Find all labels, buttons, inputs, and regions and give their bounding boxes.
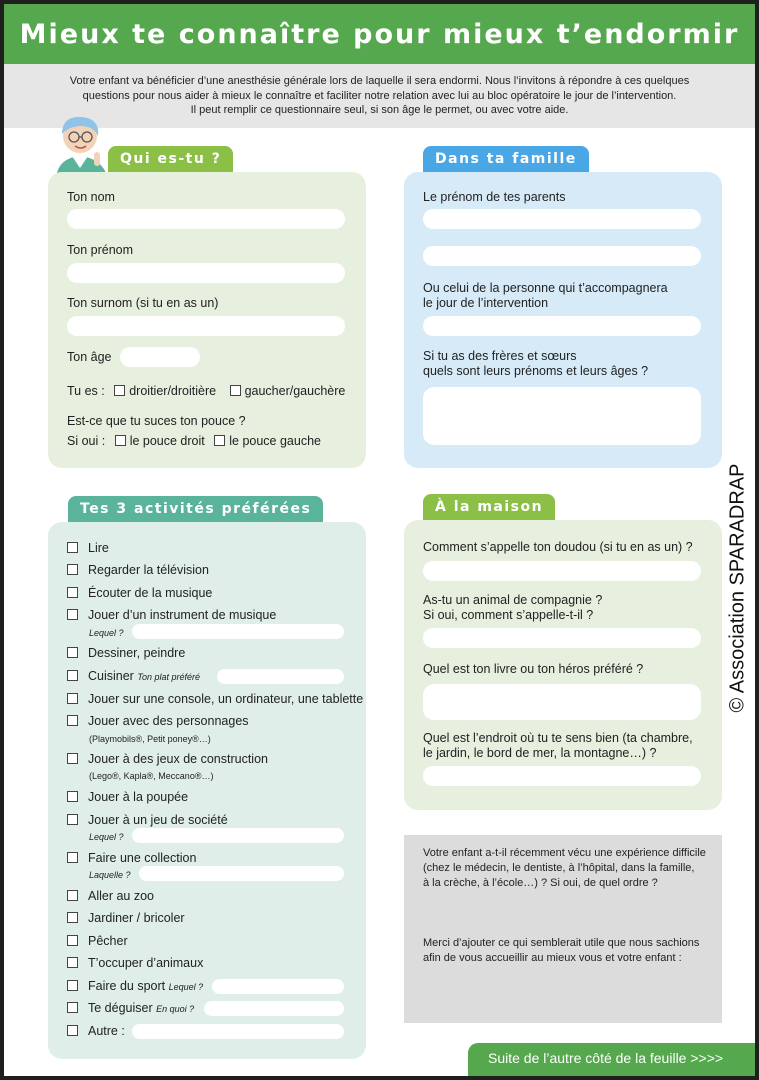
label-lire: Lire (88, 541, 109, 555)
label-lequel-sport: Lequel ? (168, 982, 204, 992)
label-nom: Ton nom (67, 190, 115, 204)
parent1-field[interactable] (423, 209, 701, 229)
sport-checkbox[interactable] (67, 980, 78, 991)
label-gaucher: gaucher/gauchère (244, 384, 346, 398)
prenom-field[interactable] (67, 263, 345, 283)
activite-collection (67, 851, 196, 866)
instrument-field[interactable] (132, 624, 344, 639)
intro-text (4, 64, 755, 128)
autre-field[interactable] (132, 1024, 344, 1039)
activite-personnages (67, 714, 249, 729)
activite-zoo (67, 889, 154, 904)
text-line: afin de vous accueillir au mieux vous et votre enfant : (423, 952, 682, 964)
pecher-checkbox[interactable] (67, 935, 78, 946)
activite-lire (67, 541, 109, 556)
label-jardiner: Jardiner / bricoler (88, 911, 185, 925)
label-musique: Écouter de la musique (88, 586, 213, 600)
copyright-sparadrap: © Association SPARADRAP (726, 463, 749, 713)
animal-field[interactable] (423, 628, 701, 648)
label-en-quoi: En quoi ? (156, 1004, 195, 1014)
tu-es-row (67, 384, 345, 399)
label-age: Ton âge (67, 350, 112, 364)
personnages-checkbox[interactable] (67, 715, 78, 726)
label-pouce-gauche: le pouce gauche (229, 434, 321, 448)
sport-field[interactable] (212, 979, 344, 994)
label-tele: Regarder la télévision (88, 563, 209, 577)
activite-sport (67, 979, 203, 995)
tab-qui-es-tu: Qui es-tu ? (108, 146, 233, 172)
label-pecher: Pêcher (88, 934, 128, 948)
activite-musique (67, 586, 212, 601)
label-instrument: Jouer d’un instrument de musique (88, 608, 277, 622)
societe-field[interactable] (132, 828, 344, 843)
activite-deguiser (67, 1001, 194, 1017)
label-pouce-droit: le pouce droit (129, 434, 205, 448)
label-construction: Jouer à des jeux de construction (88, 752, 268, 766)
label-sport: Faire du sport (88, 979, 166, 993)
livre-field[interactable] (423, 684, 701, 720)
text-line: (chez le médecin, le dentiste, à l’hôpital, dans la famille, (423, 862, 695, 874)
label-personnages-ex: (Playmobils®, Petit poney®…) (89, 734, 211, 744)
label-pouce-question: Est-ce que tu suces ton pouce ? (67, 414, 246, 428)
label-freres-2: quels sont leurs prénoms et leurs âges ? (423, 364, 649, 378)
label-si-oui: Si oui : (67, 434, 106, 448)
parents-experience-text (423, 846, 706, 891)
pouce-gauche-checkbox[interactable] (214, 435, 225, 446)
instrument-checkbox[interactable] (67, 609, 78, 620)
label-laquelle: Laquelle ? (89, 870, 131, 880)
lire-checkbox[interactable] (67, 542, 78, 553)
label-poupee: Jouer à la poupée (88, 790, 189, 804)
activite-animaux (67, 956, 203, 971)
dessiner-checkbox[interactable] (67, 647, 78, 658)
doudou-field[interactable] (423, 561, 701, 581)
text-line: Votre enfant a-t-il récemment vécu une expérience difficile (423, 847, 706, 859)
plat-field[interactable] (217, 669, 344, 684)
tab-maison: À la maison (423, 494, 555, 520)
label-animal-2: Si oui, comment s’appelle-t-il ? (423, 608, 594, 622)
activite-societe (67, 813, 228, 828)
activite-console (67, 692, 363, 707)
collection-field[interactable] (139, 866, 344, 881)
text-line: à la crèche, à l’école…) ? Si oui, de quel ordre ? (423, 877, 658, 889)
deguiser-checkbox[interactable] (67, 1002, 78, 1013)
page-title: Mieux te connaître pour mieux t’endormir (19, 18, 740, 50)
label-zoo: Aller au zoo (88, 889, 155, 903)
collection-checkbox[interactable] (67, 852, 78, 863)
nurse-avatar-icon (50, 112, 114, 178)
accompagnant-field[interactable] (423, 316, 701, 336)
label-collection: Faire une collection (88, 851, 197, 865)
tab-famille: Dans ta famille (423, 146, 589, 172)
parent2-field[interactable] (423, 246, 701, 266)
pouce-row (67, 434, 321, 449)
label-societe: Jouer à un jeu de société (88, 813, 228, 827)
activite-cuisiner (67, 669, 200, 685)
activite-tele (67, 563, 209, 578)
label-parents: Le prénom de tes parents (423, 190, 566, 204)
activite-jardiner (67, 911, 185, 926)
label-accompagnant-2: le jour de l’intervention (423, 296, 549, 310)
label-prenom: Ton prénom (67, 243, 134, 257)
label-dessiner: Dessiner, peindre (88, 646, 186, 660)
label-endroit-2: le jardin, le bord de mer, la montagne…) ? (423, 746, 657, 760)
deguiser-field[interactable] (204, 1001, 344, 1016)
activite-autre (67, 1024, 125, 1039)
age-field[interactable] (120, 347, 200, 367)
label-console: Jouer sur une console, un ordinateur, une tablette (88, 692, 364, 706)
droitier-checkbox[interactable] (114, 385, 125, 396)
label-droitier: droitier/droitière (129, 384, 217, 398)
label-lequel-societe: Lequel ? (89, 832, 124, 842)
label-cuisiner: Cuisiner (88, 669, 134, 683)
activite-pecher (67, 934, 128, 949)
label-doudou: Comment s’appelle ton doudou (si tu en as un) ? (423, 540, 693, 554)
label-freres-1: Si tu as des frères et sœurs (423, 349, 577, 363)
label-accompagnant-1: Ou celui de la personne qui t’accompagnera (423, 281, 668, 295)
freres-field[interactable] (423, 387, 701, 445)
label-livre: Quel est ton livre ou ton héros préféré ? (423, 662, 644, 676)
societe-checkbox[interactable] (67, 814, 78, 825)
cuisiner-checkbox[interactable] (67, 670, 78, 681)
label-personnages: Jouer avec des personnages (88, 714, 249, 728)
zoo-checkbox[interactable] (67, 890, 78, 901)
construction-checkbox[interactable] (67, 753, 78, 764)
tele-checkbox[interactable] (67, 564, 78, 575)
console-checkbox[interactable] (67, 693, 78, 704)
next-page-button[interactable]: Suite de l’autre côté de la feuille >>>> (468, 1043, 755, 1076)
text-line: Merci d’ajouter ce qui semblerait utile que nous sachions (423, 937, 700, 949)
label-animaux: T’occuper d’animaux (88, 956, 204, 970)
activite-construction (67, 752, 268, 767)
nom-field[interactable] (67, 209, 345, 229)
pouce-droit-checkbox[interactable] (115, 435, 126, 446)
label-plat: Ton plat préféré (137, 672, 201, 682)
parents-merci-text (423, 936, 699, 966)
label-construction-ex: (Lego®, Kapla®, Meccano®…) (89, 771, 214, 781)
label-tu-es: Tu es : (67, 384, 105, 398)
intro-line: questions pour nous aider à mieux le connaître et faciliter notre relation avec lui au bloc opératoire le jour de l’intervention. (82, 89, 677, 102)
jardiner-checkbox[interactable] (67, 912, 78, 923)
endroit-field[interactable] (423, 766, 701, 786)
label-lequel: Lequel ? (89, 628, 124, 638)
activite-poupee (67, 790, 188, 805)
intro-line: Il peut remplir ce questionnaire seul, si son âge le permet, ou avec votre aide. (190, 104, 569, 116)
label-deguiser: Te déguiser (88, 1001, 153, 1015)
label-endroit-1: Quel est l’endroit où tu te sens bien (ta chambre, (423, 731, 693, 745)
tab-activites: Tes 3 activités préférées (68, 496, 323, 522)
autre-checkbox[interactable] (67, 1025, 78, 1036)
label-animal-1: As-tu un animal de compagnie ? (423, 593, 603, 607)
activite-instrument (67, 608, 276, 623)
animaux-checkbox[interactable] (67, 957, 78, 968)
activite-dessiner (67, 646, 185, 661)
label-autre: Autre : (88, 1024, 125, 1038)
poupee-checkbox[interactable] (67, 791, 78, 802)
surnom-field[interactable] (67, 316, 345, 336)
gaucher-checkbox[interactable] (230, 385, 241, 396)
title-banner (4, 4, 755, 64)
musique-checkbox[interactable] (67, 587, 78, 598)
label-surnom: Ton surnom (si tu en as un) (67, 296, 219, 310)
intro-line: Votre enfant va bénéficier d’une anesthésie générale lors de laquelle il sera endormi. Nous l’invitons à répondre à ces quelques (69, 75, 690, 87)
